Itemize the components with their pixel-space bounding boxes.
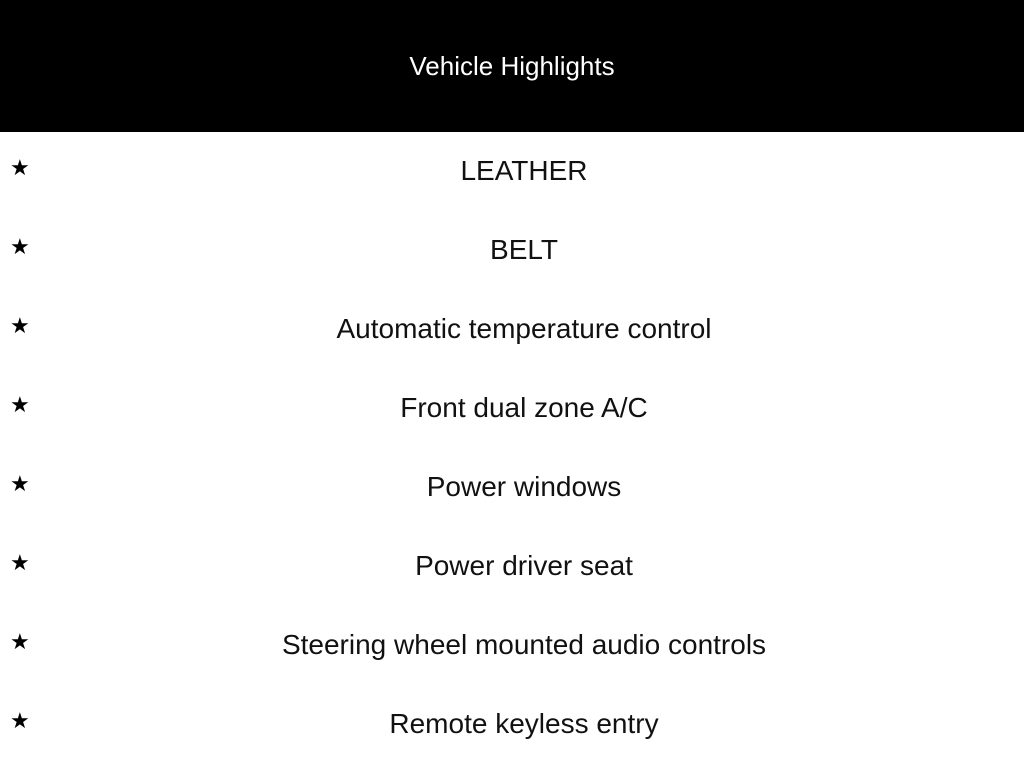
highlight-label: Power driver seat	[415, 550, 633, 581]
highlights-list	[0, 132, 1024, 764]
list-item	[0, 290, 1024, 369]
page-title: Vehicle Highlights	[409, 50, 615, 81]
header-banner	[0, 0, 1024, 132]
highlight-label: Power windows	[426, 471, 622, 502]
star-icon: ★	[10, 630, 30, 655]
highlight-label: Remote keyless entry	[389, 708, 659, 739]
star-icon: ★	[10, 551, 30, 576]
list-item	[0, 606, 1024, 685]
star-icon: ★	[10, 709, 30, 734]
list-item	[0, 369, 1024, 448]
list-item	[0, 132, 1024, 211]
highlight-label: BELT	[490, 234, 558, 265]
star-icon: ★	[10, 314, 30, 339]
highlight-label: Steering wheel mounted audio controls	[281, 629, 767, 660]
list-item	[0, 685, 1024, 764]
highlight-label: Automatic temperature control	[336, 313, 712, 344]
list-item	[0, 211, 1024, 290]
star-icon: ★	[10, 393, 30, 418]
highlight-label: LEATHER	[460, 155, 588, 186]
star-icon: ★	[10, 235, 30, 260]
star-icon: ★	[10, 472, 30, 497]
list-item	[0, 527, 1024, 606]
highlight-label: Front dual zone A/C	[400, 392, 648, 423]
star-icon: ★	[10, 156, 30, 181]
list-item	[0, 448, 1024, 527]
